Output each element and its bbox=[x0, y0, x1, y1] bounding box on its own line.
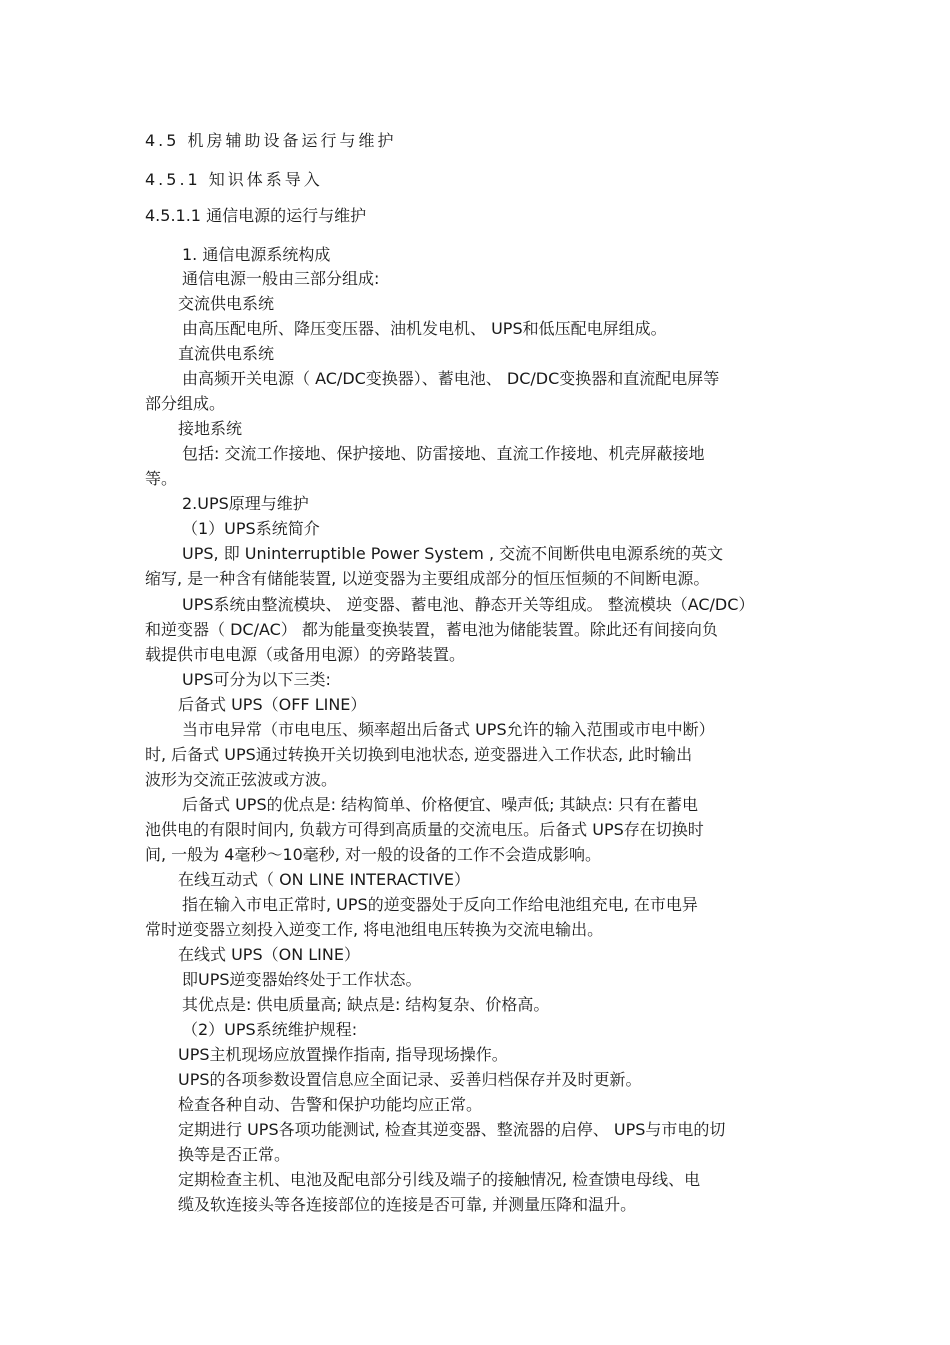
text-line: 后备式 UPS（OFF LINE） bbox=[178, 695, 367, 714]
text-line: 2.UPS原理与维护 bbox=[182, 494, 309, 513]
text-line: 在线式 UPS（ON LINE） bbox=[178, 945, 360, 964]
text-line: 换等是否正常。 bbox=[178, 1145, 291, 1164]
text-line: 1. 通信电源系统构成 bbox=[182, 245, 331, 264]
text-line: 即UPS逆变器始终处于工作状态。 bbox=[182, 970, 422, 989]
text-line: （2）UPS系统维护规程: bbox=[182, 1020, 358, 1039]
text-line: 在线互动式（ ON LINE INTERACTIVE） bbox=[178, 870, 470, 889]
text-line: UPS可分为以下三类: bbox=[182, 670, 331, 689]
text-line: UPS, 即 Uninterruptible Power System , 交流不间断供电电源系统的英文 bbox=[182, 544, 724, 563]
text-line: 时, 后备式 UPS通过转换开关切换到电池状态, 逆变器进入工作状态, 此时输出 bbox=[145, 745, 693, 764]
text-line: 当市电异常（市电电压、频率超出后备式 UPS允许的输入范围或市电中断） bbox=[182, 720, 715, 739]
text-line: UPS系统由整流模块、 逆变器、蓄电池、静态开关等组成。 整流模块（AC/DC） bbox=[182, 595, 755, 614]
text-line: 常时逆变器立刻投入逆变工作, 将电池组电压转换为交流电输出。 bbox=[145, 920, 604, 939]
text-line: 接地系统 bbox=[178, 419, 243, 438]
text-line: 载提供市电电源（或备用电源）的旁路装置。 bbox=[145, 645, 466, 664]
text-line: 通信电源一般由三部分组成: bbox=[182, 269, 380, 288]
text-line: 包括: 交流工作接地、保护接地、防雷接地、直流工作接地、机壳屏蔽接地 bbox=[182, 444, 705, 463]
section-heading-4-5-1-1: 4.5.1.1 通信电源的运行与维护 bbox=[145, 206, 367, 225]
text-line: 池供电的有限时间内, 负载方可得到高质量的交流电压。后备式 UPS存在切换时 bbox=[145, 820, 704, 839]
text-line: 波形为交流正弦波或方波。 bbox=[145, 770, 338, 789]
text-line: UPS的各项参数设置信息应全面记录、妥善归档保存并及时更新。 bbox=[178, 1070, 642, 1089]
text-line: 定期进行 UPS各项功能测试, 检查其逆变器、整流器的启停、 UPS与市电的切 bbox=[178, 1120, 726, 1139]
text-line: 缆及软连接头等各连接部位的连接是否可靠, 并测量压降和温升。 bbox=[178, 1195, 637, 1214]
text-line: 其优点是: 供电质量高; 缺点是: 结构复杂、价格高。 bbox=[182, 995, 550, 1014]
text-line: 等。 bbox=[145, 469, 178, 488]
section-heading-4-5-1: 4.5.1 知识体系导入 bbox=[145, 170, 323, 189]
text-line: （1）UPS系统简介 bbox=[182, 519, 320, 538]
text-line: 间, 一般为 4毫秒～10毫秒, 对一般的设备的工作不会造成影响。 bbox=[145, 845, 601, 864]
text-line: 定期检查主机、电池及配电部分引线及端子的接触情况, 检查馈电母线、电 bbox=[178, 1170, 701, 1189]
text-line: 由高压配电所、降压变压器、油机发电机、 UPS和低压配电屏组成。 bbox=[182, 319, 667, 338]
text-line: 缩写, 是一种含有储能装置, 以逆变器为主要组成部分的恒压恒频的不间断电源。 bbox=[145, 569, 710, 588]
text-line: 指在输入市电正常时, UPS的逆变器处于反向工作给电池组充电, 在市电异 bbox=[182, 895, 698, 914]
section-heading-4-5: 4.5 机房辅助设备运行与维护 bbox=[145, 131, 397, 150]
text-line: 由高频开关电源（ AC/DC变换器）、蓄电池、 DC/DC变换器和直流配电屏等 bbox=[182, 369, 720, 388]
text-line: 和逆变器（ DC/AC） 都为能量变换装置，蓄电池为储能装置。除此还有间接向负 bbox=[145, 620, 718, 639]
text-line: UPS主机现场应放置操作指南, 指导现场操作。 bbox=[178, 1045, 508, 1064]
text-line: 后备式 UPS的优点是: 结构简单、价格便宜、噪声低; 其缺点: 只有在蓄电 bbox=[182, 795, 699, 814]
text-line: 交流供电系统 bbox=[178, 294, 275, 313]
text-line: 直流供电系统 bbox=[178, 344, 275, 363]
text-line: 部分组成。 bbox=[145, 394, 226, 413]
text-line: 检查各种自动、告警和保护功能均应正常。 bbox=[178, 1095, 483, 1114]
